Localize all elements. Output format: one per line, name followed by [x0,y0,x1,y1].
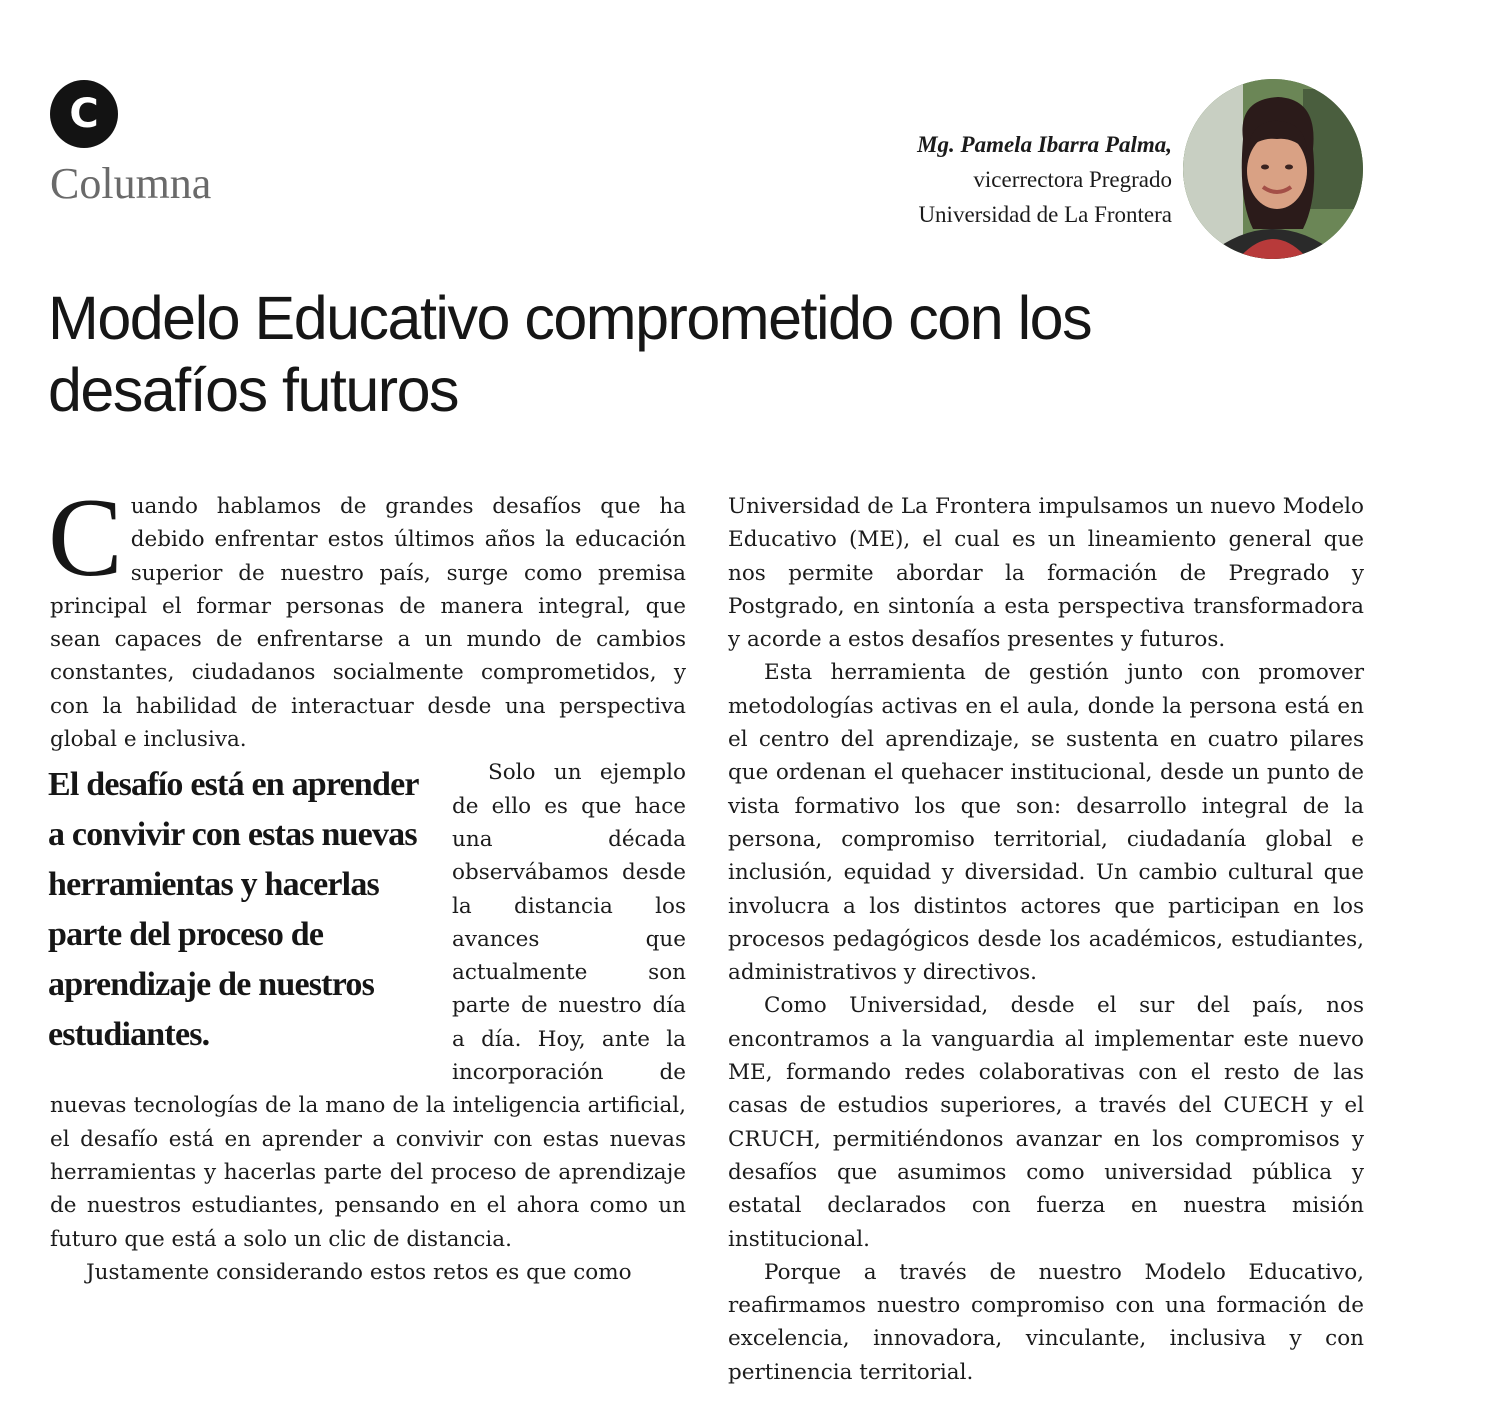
pull-quote: El desafío está en aprender a convivir con estas nuevas herramientas y hacerlas parte del proceso de aprendizaje de nuestros estudiantes. [48,766,419,1054]
author-institution: Universidad de La Frontera [918,202,1172,227]
paragraph-1 [48,476,686,756]
drop-cap: C [48,476,123,600]
author-photo [1183,79,1363,259]
badge-letter: C [69,91,99,137]
paragraph-4: Esta herramienta de gestión junto con promover metodologías activas en el aula, donde la persona está en el centro del aprendizaje, se sustenta en cuatro pilares que ordenan el quehacer institucional, desde un punto de vista formativo los que son: desarrollo integral de la persona, compromiso territorial, ciudadanía global e inclusión, equidad y diversidad. Un cambio cultural que involucra a los distintos actores que participan en los procesos pedagógicos desde los académicos, estudiantes, administrativos y directivos. [728,660,1364,986]
article-column-right [728,490,1364,1389]
paragraph-3-start: Justamente considerando estos retos es que como [86,1259,632,1285]
paragraph-5: Como Universidad, desde el sur del país, nos encontramos a la vanguardia al implementar este nuevo ME, formando redes colaborativas con el resto de las casas de estudios superiores, a través del CUECH y el CRUCH, permitiéndonos avanzar en los compromisos y desafíos que asumimos como universidad pública y estatal declarados con fuerza en nuestra misión institucional. [728,993,1364,1252]
paragraph-1-text: uando hablamos de grandes desafíos que ha debido enfrentar estos últimos años la educación superior de nuestro país, surge como premisa principal el formar personas de manera integral, que sean capaces de enfrentarse a un mundo de cambios constantes, ciudadanos socialmente comprometidos, y con la habilidad de interactuar desde una perspectiva global e inclusiva. [50,494,686,753]
article-headline: Modelo Educativo comprometido con los desafíos futuros [48,284,1092,424]
paragraph-6: Porque a través de nuestro Modelo Educativo, reafirmamos nuestro compromiso con una formación de excelencia, innovadora, vinculante, inclusiva y con pertinencia territorial. [728,1259,1364,1385]
paragraph-2: Solo un ejemplo de ello es que hace una década observábamos desde la distancia los avances que actualmente son parte de nuestro día a día. Hoy, ante la incorporación de nuevas tecnologías de la mano de la inteligencia artificial, el desafío está en aprender a convivir con estas nuevas herramientas y hacerlas parte del proceso de aprendizaje de nuestros estudiantes, pensando en el ahora como un futuro que está a solo un clic de distancia. [50,760,686,1252]
column-badge-icon [50,80,118,148]
author-name: Mg. Pamela Ibarra Palma, [917,132,1172,157]
section-label: Columna [50,159,212,208]
article-column-left [48,476,686,1289]
author-role: vicerrectora Pregrado [973,167,1172,192]
author-byline [917,127,1172,232]
paragraph-3-continued: Universidad de La Frontera impulsamos un nuevo Modelo Educativo (ME), el cual es un lineamiento general que nos permite abordar la formación de Pregrado y Postgrado, en sintonía a esta perspectiva transformadora y acorde a estos desafíos presentes y futuros. [728,494,1364,653]
